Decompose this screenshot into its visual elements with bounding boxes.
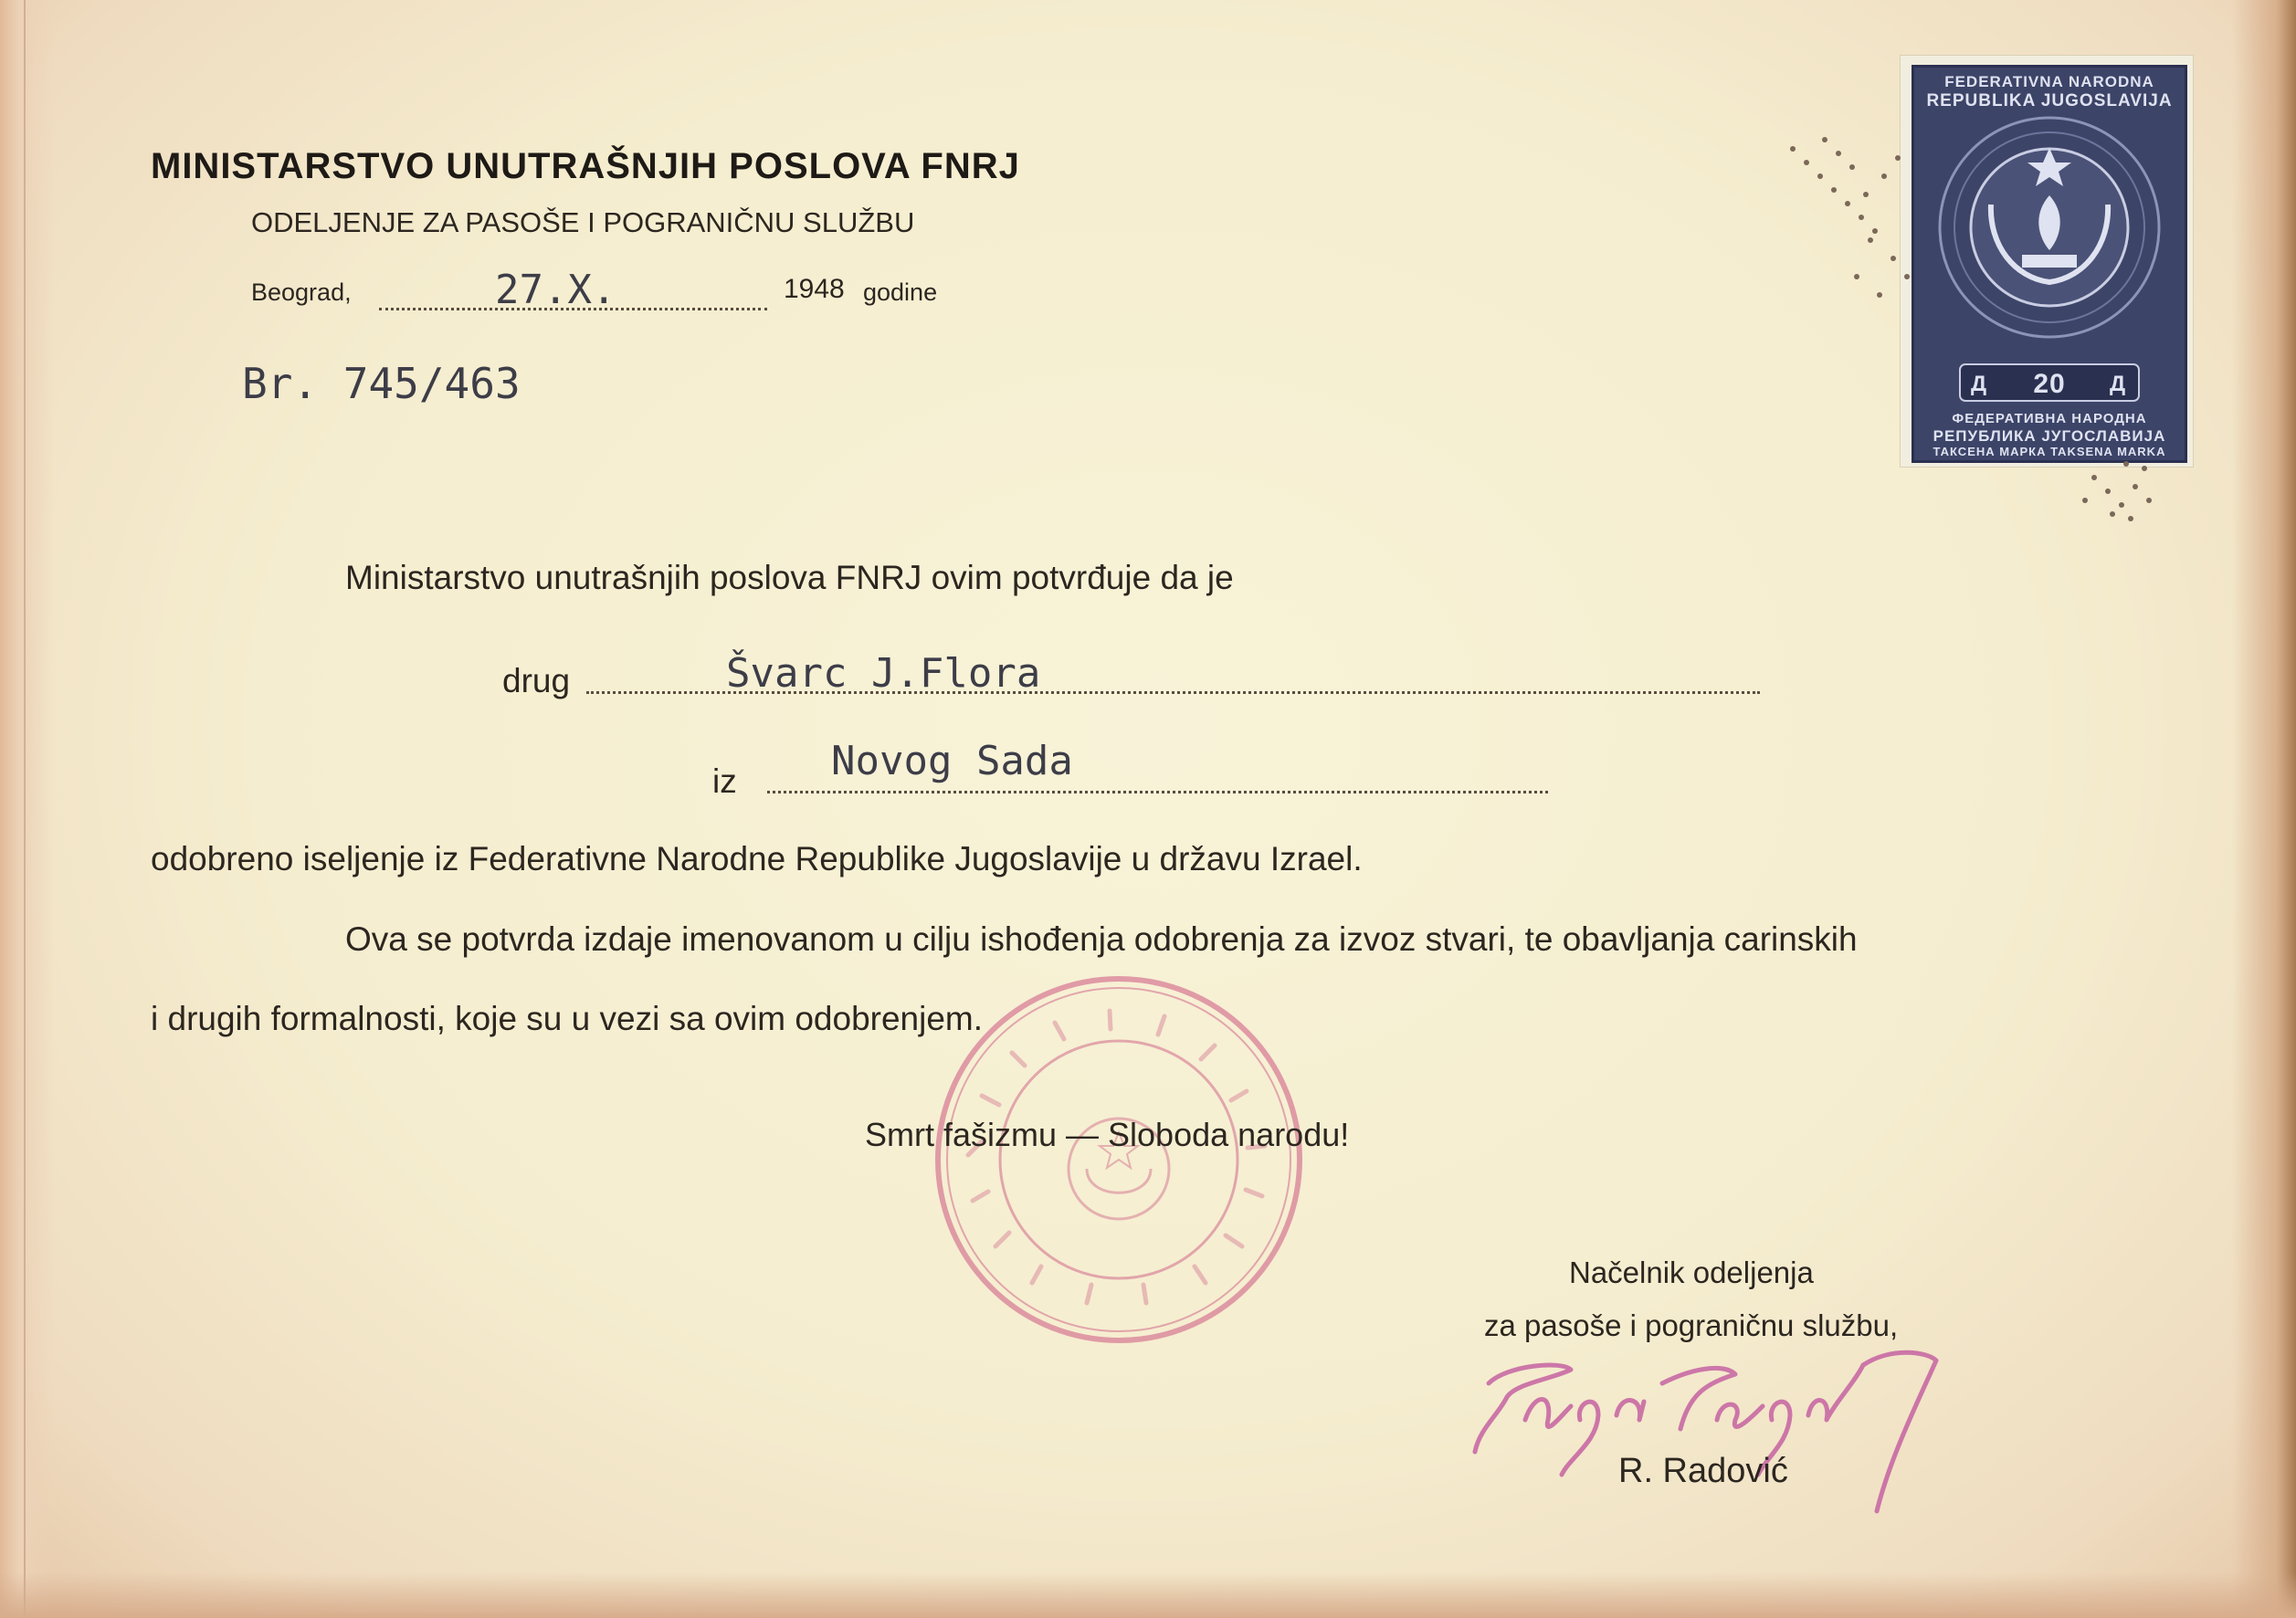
stamp-line3: ФЕДЕРАТИВНА НАРОДНА: [1952, 411, 2147, 426]
slogan: Smrt fašizmu — Sloboda narodu!: [865, 1116, 1350, 1153]
origin-value: Novog Sada: [831, 738, 1073, 784]
origin-label: iz: [712, 762, 737, 800]
ministry-title: MINISTARSTVO UNUTRAŠNJIH POSLOVA FNRJ: [151, 146, 1020, 186]
department-title: ODELJENJE ZA PASOŠE I POGRANIČNU SLUŽBU: [251, 206, 915, 238]
handwritten-signature: [1461, 1329, 1973, 1520]
perforation-hole: [2091, 475, 2097, 480]
city-label: Beograd,: [251, 278, 352, 306]
perforation-hole: [2142, 466, 2147, 471]
perforation-hole: [1872, 228, 1878, 234]
signer-title-line1: Načelnik odeljenja: [1569, 1256, 1814, 1289]
perforation-hole: [1868, 237, 1873, 243]
paper-bottom-edge: [0, 1572, 2296, 1618]
perforation-hole: [1804, 160, 1809, 165]
stamp-denomination-right: Д: [2110, 372, 2126, 396]
stamp-value: 20: [2033, 369, 2066, 399]
perforation-hole: [1845, 201, 1850, 206]
perforation-hole: [2105, 489, 2111, 494]
perforation-hole: [2110, 511, 2115, 517]
revenue-stamp: [1900, 55, 2194, 468]
perforation-hole: [1877, 292, 1882, 298]
perforation-hole: [1904, 274, 1910, 279]
perforation-hole: [1854, 274, 1859, 279]
perforation-hole: [1891, 256, 1896, 261]
perforation-hole: [1859, 215, 1864, 220]
approval-text: odobreno iseljenje iz Federativne Narodne Republike Jugoslavije u državu Izrael.: [151, 840, 1363, 877]
perforation-hole: [2133, 484, 2138, 489]
signer-title-line2: za pasoše i pograničnu službu,: [1484, 1308, 1899, 1342]
paper-left-edge: [0, 0, 55, 1618]
stamp-line5: ТАКСЕНА МАРКА TAKSENA MARKA: [1933, 445, 2166, 458]
perforation-hole: [1831, 187, 1837, 193]
stamp-line2: REPUBLIKA JUGOSLAVIJA: [1926, 91, 2173, 110]
intro-text: Ministarstvo unutrašnjih poslova FNRJ ovim potvrđuje da je: [345, 559, 1234, 596]
perforation-hole: [2119, 502, 2124, 508]
perforation-hole: [1895, 155, 1901, 161]
purpose-line-2: i drugih formalnosti, koje su u vezi sa ovim odobrenjem.: [151, 1000, 984, 1037]
paper-right-edge: [2232, 0, 2296, 1618]
perforation-hole: [1790, 146, 1796, 152]
perforation-hole: [2146, 498, 2152, 503]
ministry-seal: [932, 972, 1306, 1347]
signer-name: R. Radović: [1618, 1452, 1788, 1490]
origin-dotted-line: [767, 791, 1548, 793]
date-value: 27.X.: [495, 267, 616, 313]
stamp-line4: РЕПУБЛИКА ЈУГОСЛАВИЈА: [1933, 427, 2166, 445]
perforation-hole: [2123, 461, 2129, 467]
name-value: Švarc J.Flora: [726, 650, 1041, 697]
perforation-hole: [1822, 137, 1827, 142]
stamp-line1: FEDERATIVNA NARODNA: [1944, 73, 2154, 90]
year-value: 1948: [784, 274, 845, 304]
purpose-line-1: Ova se potvrda izdaje imenovanom u cilju ishođenja odobrenja za izvoz stvari, te obavljanja carinskih: [345, 920, 1858, 958]
yugoslav-emblem-icon: [1914, 68, 2185, 460]
perforation-hole: [1817, 173, 1823, 179]
reference-number: Br. 745/463: [242, 359, 521, 408]
perforation-hole: [1836, 151, 1841, 156]
perforation-hole: [2082, 498, 2088, 503]
perforation-hole: [1881, 173, 1887, 179]
stamp-denomination-left: Д: [1971, 372, 1987, 396]
year-suffix: godine: [863, 278, 938, 306]
perforation-hole: [1849, 164, 1855, 170]
perforation-hole: [1863, 192, 1869, 197]
revenue-stamp-face: [1912, 65, 2187, 463]
perforation-hole: [2128, 516, 2133, 521]
name-label: drug: [502, 662, 571, 699]
